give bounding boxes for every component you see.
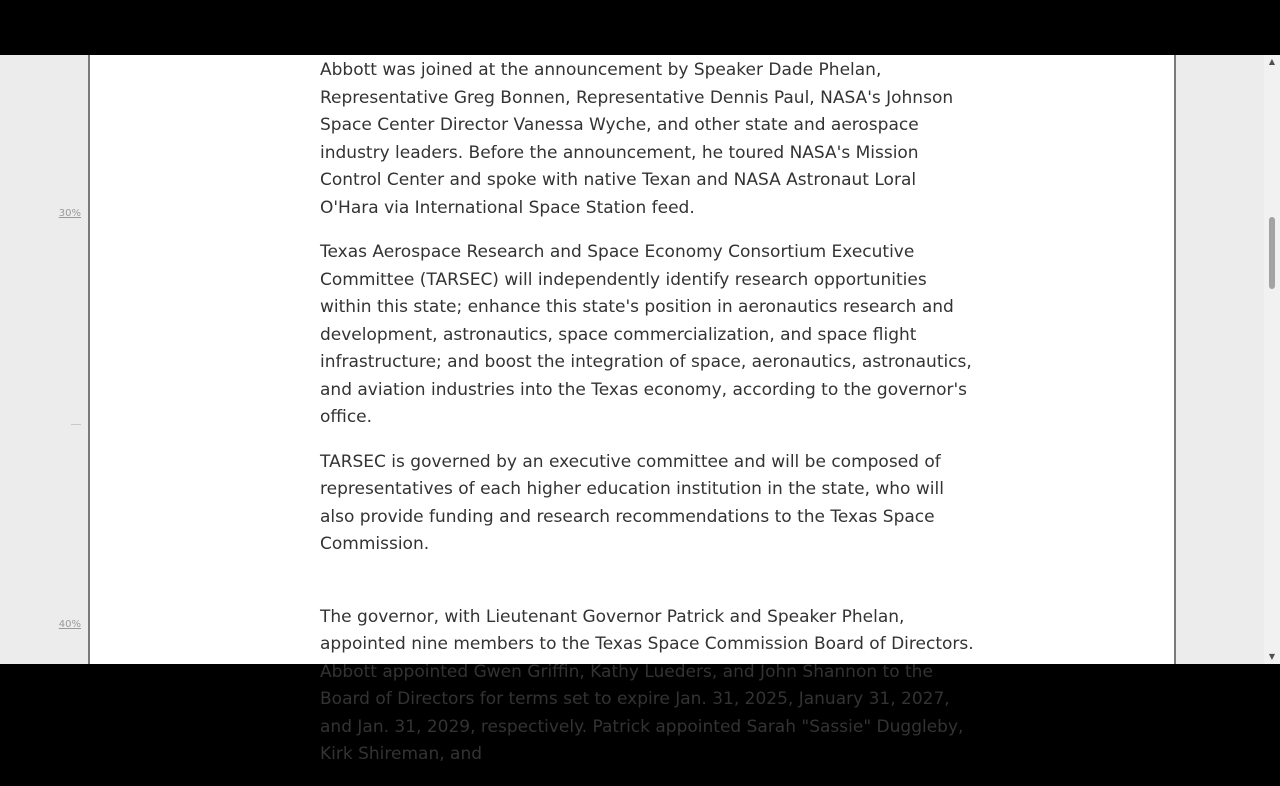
article-paragraph: TARSEC is governed by an executive committee and will be composed of representatives of each higher education institution in the state, who will also provide funding and research recommendations to the Texas Space Commission. — [320, 451, 944, 554]
progress-marker-30[interactable]: 30% — [58, 208, 81, 219]
chevron-up-icon[interactable]: ▲ — [1268, 57, 1276, 66]
article-paragraph: The governor, with Lieutenant Governor Patrick and Speaker Phelan, appointed nine members to the Texas Space Commission Board of Directors. Abbott appointed Gwen Griffin, Kathy Lueders, and John Shannon to the Board of Directors for terms set to expire Jan. 31, 2025, January 31, 2027, and Jan. 31, 2029, respectively. Patrick appointed Sarah "Sassie" Duggleby, Kirk Shireman, and — [320, 606, 974, 764]
reading-progress-gutter — [0, 55, 88, 664]
progress-tick — [71, 424, 81, 425]
progress-marker-40[interactable]: 40% — [58, 619, 81, 630]
chevron-down-icon[interactable]: ▼ — [1268, 652, 1276, 661]
article-paragraph: Abbott was joined at the announcement by Speaker Dade Phelan, Representative Greg Bonnen, Representative Dennis Paul, NASA's Johnson Space Center Director Vanessa Wyche, and other state and aerospace industry leaders. Before the announcement, he toured NASA's Mission Control Center and spoke with native Texan and NASA Astronaut Loral O'Hara via International Space Station feed. — [320, 60, 954, 218]
vertical-scrollbar[interactable] — [1264, 55, 1280, 664]
article-page — [88, 55, 1176, 764]
browser-window — [0, 55, 1280, 764]
article-body — [320, 57, 980, 786]
scrollbar-thumb[interactable] — [1269, 217, 1275, 289]
right-gutter — [1178, 55, 1264, 664]
article-paragraph: Texas Aerospace Research and Space Economy Consortium Executive Committee (TARSEC) will independently identify research opportunities within this state; enhance this state's position in aeronautics research and development, astronautics, space commercialization, and space flight infrastructure; and boost the integration of space, aeronautics, astronautics, and aviation industries into the Texas economy, according to the governor's office. — [320, 242, 972, 427]
